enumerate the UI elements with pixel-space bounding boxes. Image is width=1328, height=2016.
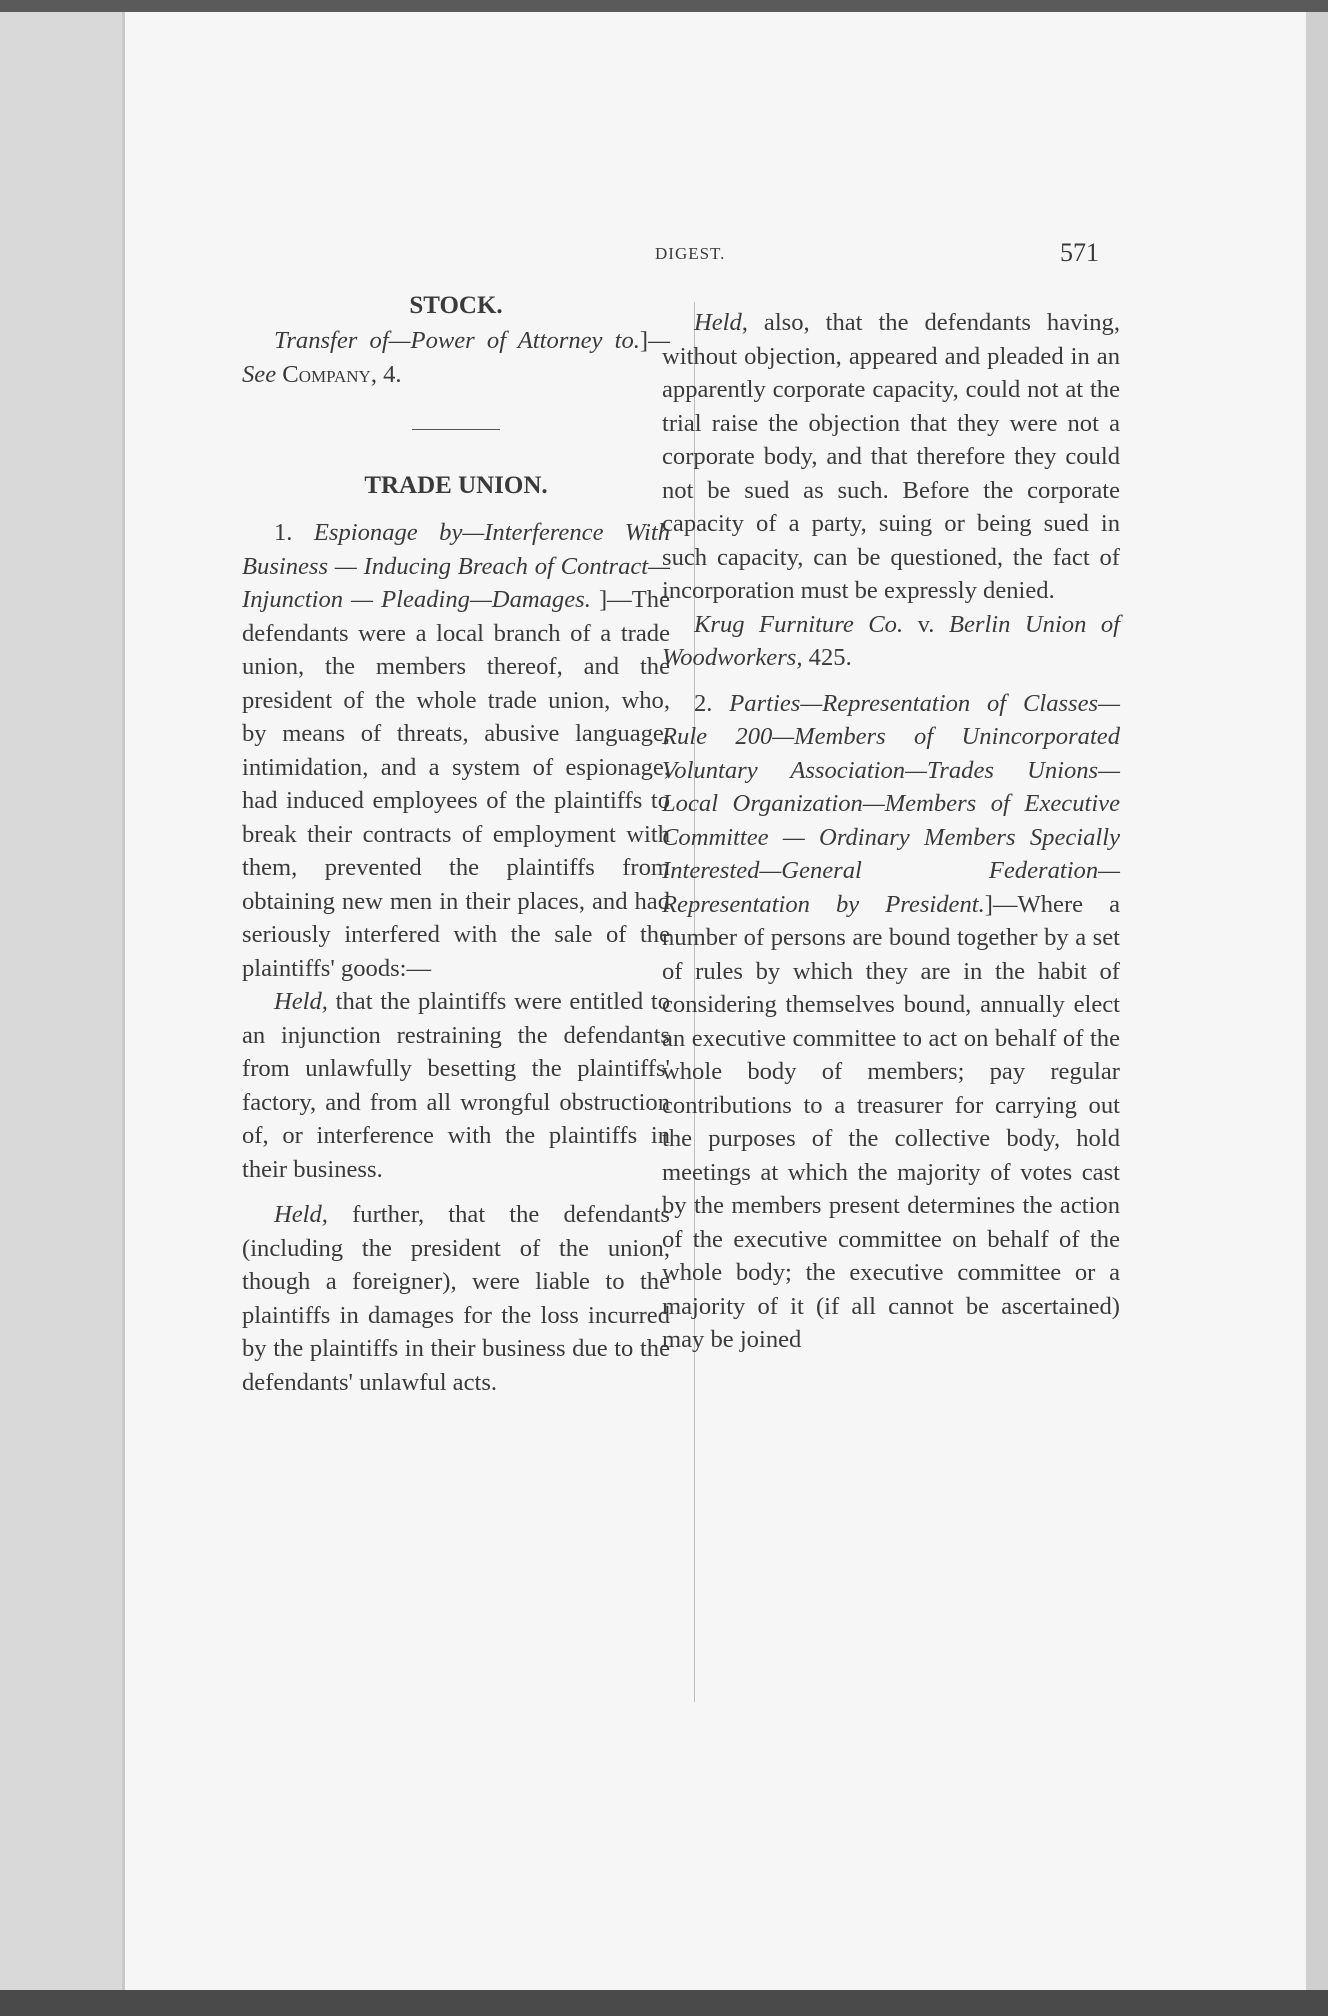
item-2-topics: Parties—Representation of Classes—Rule 200—Members of Unincorporated Voluntary Association—Trades Unions—Local Organization—Members of Executive Committee — Ordinary Members Specially Interested—General Federation—Representation by President. (662, 689, 1120, 918)
scan-right-margin (1306, 12, 1328, 1990)
held-3-text: also, that the defendants having, without objection, appeared and pleaded in an apparently corporate capacity, could not at the trial raise the objection that they were not a corporate body, and that therefore they could not be sued as such. Before the corporate capacity of a party, suing or being sued in such capacity, can be questioned, the fact of incorporation must be expressly denied. (662, 309, 1120, 604)
stock-entry-topic: Transfer of—Power of Attorney to. (274, 327, 640, 354)
scan-bottom-border (0, 1990, 1328, 2016)
scan-top-border (0, 0, 1328, 12)
scan-left-margin (0, 12, 122, 1990)
item-2-number: 2. (694, 689, 713, 717)
held-3 (662, 306, 1120, 608)
stock-entry-ref: Company (282, 360, 371, 388)
item-2 (662, 687, 1120, 1357)
heading-trade-union: TRADE UNION. (364, 472, 548, 499)
held-1 (242, 985, 670, 1186)
left-column (242, 288, 670, 1399)
held-1-label: Held, (274, 988, 328, 1015)
stock-entry-see: —See (242, 327, 670, 388)
held-2 (242, 1198, 670, 1399)
item-2-text: ]—Where a number of persons are bound together by a set of rules by which they are in the habit of considering themselves bound, annually elect an executive committee to act on behalf of the whole body of members; pay regular contributions to a treasurer for carrying out the purposes of the collective body, hold meetings at which the majority of votes cast by the members present determines the action of the executive committee on behalf of the whole body; the executive committee or a majority of it (if all cannot be ascertained) may be joined (662, 890, 1120, 1353)
case-party-2: Berlin Union of Woodworkers, (662, 610, 1120, 671)
item-1-topics: Espionage by—Interference With Business — Inducing Breach of Contract—Injunction — Pleading—Damages. (242, 519, 670, 613)
right-column (662, 306, 1120, 1357)
item-1 (242, 516, 670, 985)
case-citation (662, 608, 1120, 675)
held-1-text: that the plaintiffs were entitled to an injunction restraining the defendants from unlawfully besetting the plaintiffs' factory, and from all wrongful obstruction of, or interference with the plaintiffs in their business. (242, 988, 670, 1183)
case-party-1: Krug Furniture Co. (694, 610, 904, 638)
held-2-text: further, that the defendants (including the president of the union, though a foreigner), were liable to the plaintiffs in damages for the loss incurred by the plaintiffs in their business due to the defendants' unlawful acts. (242, 1201, 670, 1396)
section-rule (412, 429, 500, 430)
running-header: DIGEST. (655, 244, 726, 263)
case-versus: v. (917, 610, 935, 638)
stock-entry-ref-num: , 4. (370, 360, 402, 388)
held-3-label: Held, (694, 309, 748, 336)
held-2-label: Held, (274, 1201, 328, 1228)
case-page: 425. (808, 644, 852, 671)
item-1-text: ]—The defendants were a local branch of a trade union, the members thereof, and the president of the whole trade union, who, by means of threats, abusive language, intimidation, and a system of espionage, had induced employees of the plaintiffs to break their contracts of employment with them, prevented the plaintiffs from obtaining new men in their places, and had seriously interfered with the sale of the plaintiffs' goods:— (242, 586, 670, 982)
heading-stock: STOCK. (409, 292, 503, 319)
page-number: 571 (1060, 238, 1099, 267)
item-1-number: 1. (274, 519, 293, 546)
stock-entry: Transfer of—Power of Attorney to.]—See Company, 4. (242, 327, 670, 388)
